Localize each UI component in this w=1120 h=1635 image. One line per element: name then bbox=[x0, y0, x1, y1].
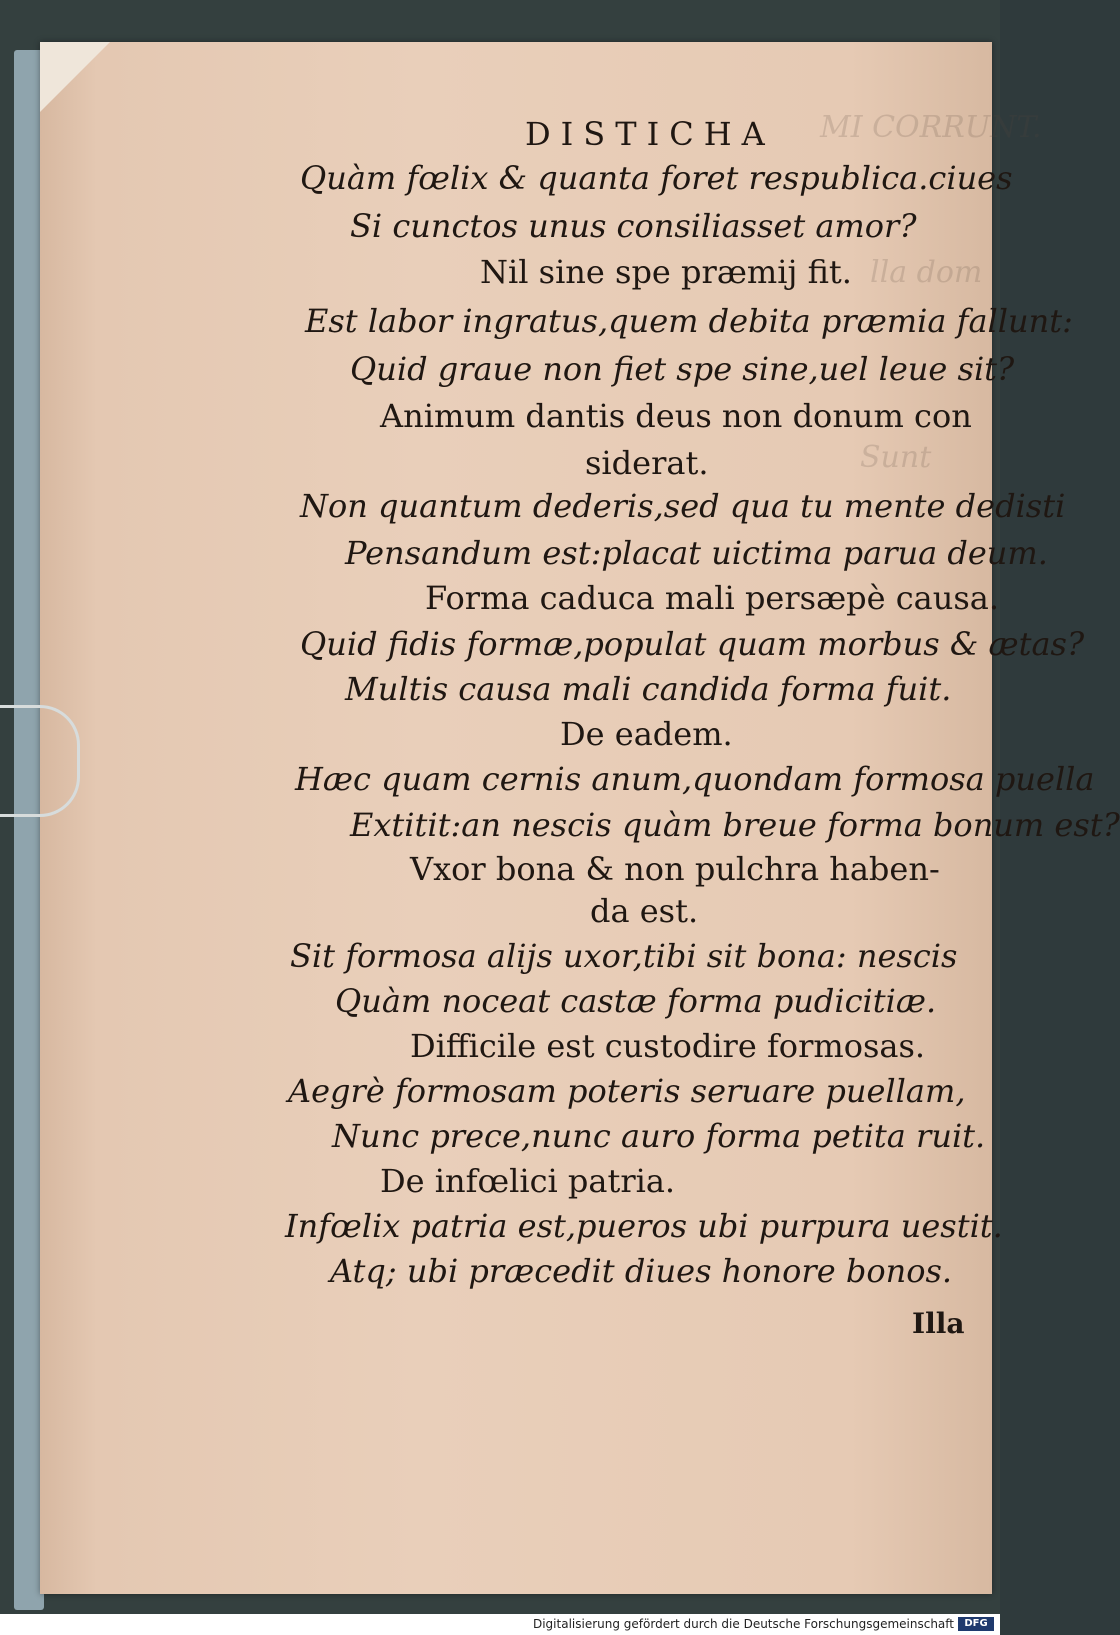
text-line: Animum dantis deus non donum con bbox=[380, 397, 972, 435]
text-line: Nil sine spe præmij fit. bbox=[480, 253, 852, 291]
show-through-text: MI CORRUNT. bbox=[820, 110, 1042, 145]
show-through-text: Sunt bbox=[860, 440, 932, 475]
text-line: Vxor bona & non pulchra haben- bbox=[410, 850, 940, 888]
text-line: Est labor ingratus,quem debita præmia fallunt: bbox=[305, 302, 1073, 340]
text-line: De infœlici patria. bbox=[380, 1162, 676, 1200]
text-line: Non quantum dederis,sed qua tu mente dedisti bbox=[300, 487, 1066, 525]
text-line: Hæc quam cernis anum,quondam formosa puella bbox=[295, 760, 1095, 798]
text-line: siderat. bbox=[585, 444, 709, 482]
text-line: Quid graue non fiet spe sine,uel leue sit? bbox=[350, 350, 1015, 388]
show-through-text: lla dom bbox=[870, 255, 983, 290]
page-corner-fold bbox=[40, 42, 110, 112]
footer-bar bbox=[0, 1614, 1000, 1635]
page-clip bbox=[0, 705, 80, 817]
text-line: Extitit:an nescis quàm breue forma bonum est? bbox=[350, 806, 1120, 844]
text-line: da est. bbox=[590, 892, 699, 930]
footer-credit: Digitalisierung gefördert durch die Deutsche Forschungsgemeinschaft bbox=[532, 1617, 954, 1631]
text-line: Quàm fœlix & quanta foret respublica.ciues bbox=[300, 159, 1013, 197]
text-line: Aegrè formosam poteris seruare puellam, bbox=[288, 1072, 966, 1110]
text-line: Si cunctos unus consiliasset amor? bbox=[350, 207, 917, 245]
text-line: Forma caduca mali persæpè causa. bbox=[425, 579, 1000, 617]
text-line: De eadem. bbox=[560, 715, 733, 753]
text-line: Quid fidis formæ,populat quam morbus & ætas? bbox=[300, 625, 1085, 663]
dfg-logo: DFG bbox=[958, 1617, 994, 1631]
text-line: Infœlix patria est,pueros ubi purpura uestit. bbox=[285, 1207, 1003, 1245]
text-line: Difficile est custodire formosas. bbox=[410, 1027, 926, 1065]
text-line: Atq; ubi præcedit diues honore bonos. bbox=[330, 1252, 953, 1290]
text-line: Quàm noceat castæ forma pudicitiæ. bbox=[335, 982, 937, 1020]
page-header: DISTICHA bbox=[525, 115, 775, 153]
text-line: Sit formosa alijs uxor,tibi sit bona: nescis bbox=[290, 937, 958, 975]
text-line: Pensandum est:placat uictima parua deum. bbox=[345, 534, 1048, 572]
text-line: Multis causa mali candida forma fuit. bbox=[345, 670, 952, 708]
text-line: Nunc prece,nunc auro forma petita ruit. bbox=[332, 1117, 986, 1155]
catchword: Illa bbox=[912, 1307, 965, 1340]
